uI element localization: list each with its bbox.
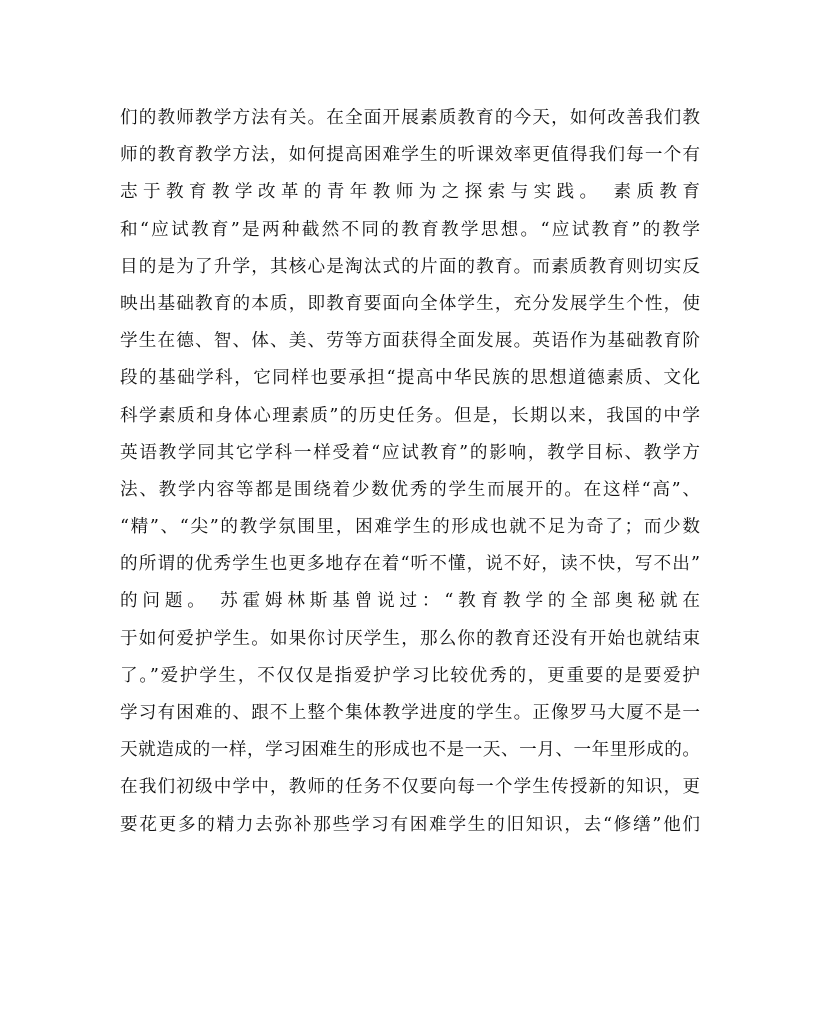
text-line: 们的教师教学方法有关。在全面开展素质教育的今天，如何改善我们教 (120, 108, 700, 128)
text-line: 于如何爱护学生。如果你讨厌学生，那么你的教育还没有开始也就结束 (120, 628, 700, 649)
text-line: 学习有困难的、跟不上整个集体教学进度的学生。正像罗马大厦不是一 (120, 703, 700, 723)
text-line: 在我们初级中学中，教师的任务不仅要向每一个学生传授新的知识，更 (120, 777, 700, 798)
body-text (120, 100, 700, 844)
text-line: 志于教育教学改革的青年教师为之探索与实践。 素质教育 (120, 182, 700, 203)
text-line: 师的教育教学方法，如何提高困难学生的听课效率更值得我们每一个有 (120, 145, 700, 166)
text-line: 的所谓的优秀学生也更多地存在着“听不懂，说不好，读不快，写不出” (120, 554, 700, 575)
text-line: 科学素质和身体心理素质”的历史任务。但是，长期以来，我国的中学 (120, 405, 700, 426)
text-line: 法、教学内容等都是围绕着少数优秀的学生而展开的。在这样“高”、 (120, 479, 700, 500)
text-line: 了。”爱护学生，不仅仅是指爱护学习比较优秀的，更重要的是要爱护 (120, 665, 700, 686)
text-line: 目的是为了升学，其核心是淘汰式的片面的教育。而素质教育则切实反 (120, 256, 700, 277)
text-line: 学生在德、智、体、美、劳等方面获得全面发展。英语作为基础教育阶 (120, 331, 700, 352)
text-line: 映出基础教育的本质，即教育要面向全体学生，充分发展学生个性，使 (120, 293, 700, 314)
text-line: 的问题。 苏霍姆林斯基曾说过：“教育教学的全部奥秘就在 (120, 591, 700, 612)
text-line: “精”、“尖”的教学氛围里，困难学生的形成也就不足为奇了；而少数 (120, 517, 700, 538)
text-line: 英语教学同其它学科一样受着“应试教育”的影响，教学目标、教学方 (120, 442, 700, 463)
text-line: 段的基础学科，它同样也要承担“提高中华民族的思想道德素质、文化 (120, 368, 700, 389)
text-line: 要花更多的精力去弥补那些学习有困难学生的旧知识，去“修缮”他们 (120, 814, 700, 835)
text-line: 和“应试教育”是两种截然不同的教育教学思想。“应试教育”的教学 (120, 219, 700, 240)
text-line: 天就造成的一样，学习困难生的形成也不是一天、一月、一年里形成的。 (120, 740, 700, 761)
